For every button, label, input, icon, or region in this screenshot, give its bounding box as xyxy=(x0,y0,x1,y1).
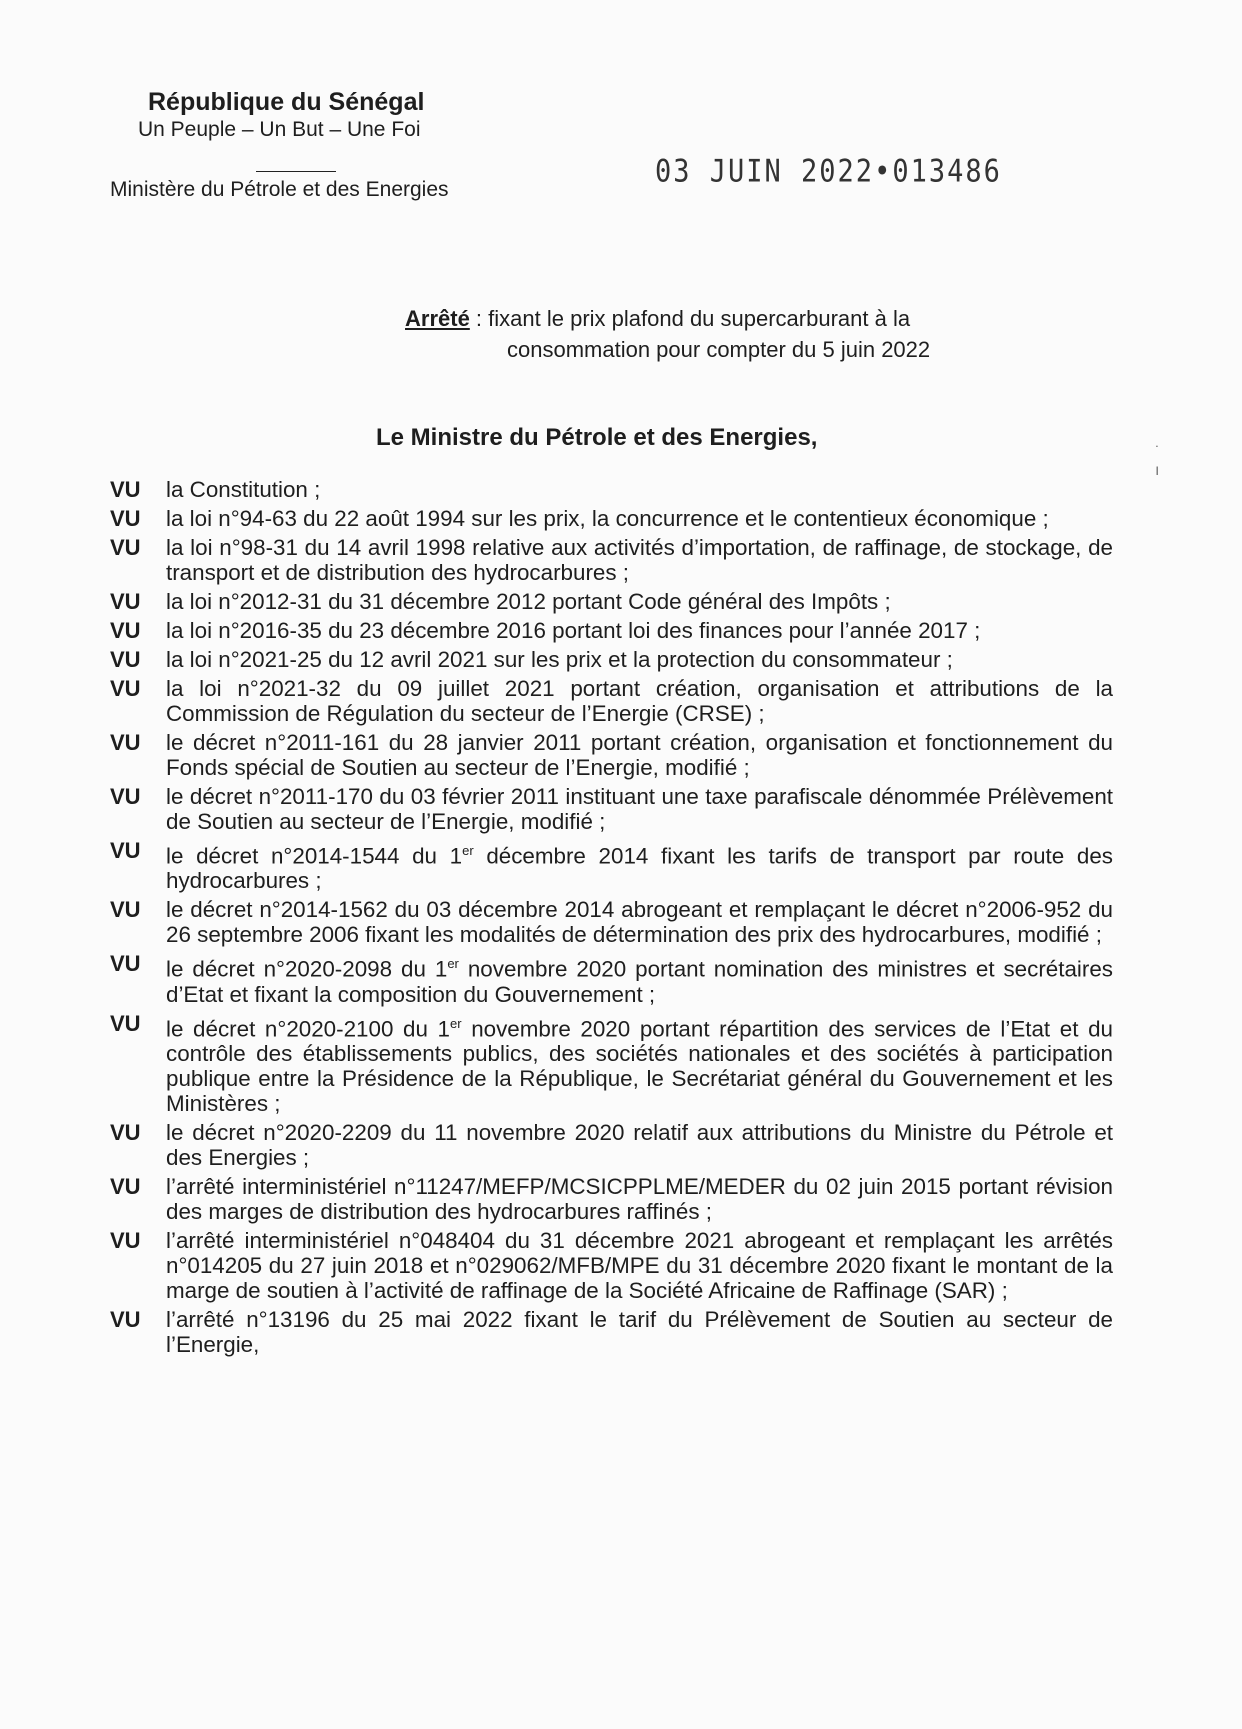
consideration-item xyxy=(110,506,1113,531)
consideration-item xyxy=(110,951,1113,1006)
decree-separator: : xyxy=(469,306,489,331)
decree-title-line2: consommation pour compter du 5 juin 2022 xyxy=(507,337,931,362)
vu-label: VU xyxy=(110,589,141,614)
consideration-item xyxy=(110,589,1113,614)
minister-heading: Le Ministre du Pétrole et des Energies, xyxy=(376,424,818,451)
ordinal-superscript: er xyxy=(462,843,474,858)
scan-mark: ˙ ı xyxy=(1155,444,1161,479)
ministry-name: Ministère du Pétrole et des Energies xyxy=(110,178,449,201)
consideration-text-part: le décret n°2020-2098 du 1 xyxy=(166,956,448,982)
vu-label: VU xyxy=(110,477,141,502)
ordinal-superscript: er xyxy=(447,956,459,972)
consideration-text: le décret n°2011-170 du 03 février 2011 instituant une taxe parafiscale dénommée Prélèvement de Soutien au secteur de l’Energie, modifié ; xyxy=(166,784,1113,834)
consideration-text: la loi n°2016-35 du 23 décembre 2016 portant loi des finances pour l’année 2017 ; xyxy=(166,618,981,643)
vu-label: VU xyxy=(110,1228,141,1254)
consideration-text: l’arrêté interministériel n°11247/MEFP/MCSICPPLME/MEDER du 02 juin 2015 portant révision des marges de distribution des hydrocarbures raffinés ; xyxy=(166,1174,1113,1225)
vu-label: VU xyxy=(110,1120,141,1146)
vu-label: VU xyxy=(110,784,141,809)
consideration-item xyxy=(110,618,1113,643)
consideration-text xyxy=(166,951,1113,1006)
consideration-item xyxy=(110,838,1113,893)
consideration-text: l’arrêté interministériel n°048404 du 31 décembre 2021 abrogeant et remplaçant les arrêtés n°014205 du 27 juin 2018 et n°029062/MFB/MPE du 31 décembre 2020 fixant le montant de la marge de soutien à l’activité de raffinage de la Société Africaine de Raffinage (SAR) ; xyxy=(166,1228,1113,1304)
consideration-text-part: novembre 2020 portant nomination des ministres et secrétaires d’Etat et fixant la composition du Gouvernement ; xyxy=(166,956,1113,1007)
vu-label: VU xyxy=(110,951,141,977)
consideration-text: l’arrêté n°13196 du 25 mai 2022 fixant le tarif du Prélèvement de Soutien au secteur de l’Energie, xyxy=(166,1307,1113,1358)
consideration-text: la loi n°94-63 du 22 août 1994 sur les prix, la concurrence et le contentieux économique ; xyxy=(166,506,1049,531)
consideration-text-part: le décret n°2014-1544 du 1 xyxy=(166,843,463,869)
consideration-text: la loi n°98-31 du 14 avril 1998 relative aux activités d’importation, de raffinage, de stockage, de transport et de distribution des hydrocarbures ; xyxy=(166,535,1113,585)
consideration-item xyxy=(110,676,1113,726)
vu-label: VU xyxy=(110,647,141,672)
vu-label: VU xyxy=(110,618,141,643)
consideration-item xyxy=(110,784,1113,834)
ordinal-superscript: er xyxy=(450,1015,462,1031)
vu-label: VU xyxy=(110,1010,141,1036)
consideration-text xyxy=(166,1011,1113,1116)
consideration-text-part: décembre 2014 fixant les tarifs de transport par route des hydrocarbures ; xyxy=(166,843,1113,894)
decree-label: Arrêté xyxy=(405,306,470,331)
vu-label: VU xyxy=(110,730,141,755)
consideration-item xyxy=(110,647,1113,672)
consideration-item xyxy=(110,477,1113,502)
decree-title-line1: fixant le prix plafond du supercarburant à la xyxy=(488,306,911,331)
consideration-text: le décret n°2014-1562 du 03 décembre 2014 abrogeant et remplaçant le décret n°2006-952 du 26 septembre 2006 fixant les modalités de détermination des prix des hydrocarbures, modifié ; xyxy=(166,897,1113,948)
consideration-item xyxy=(110,897,1113,947)
registration-stamp: 03 JUIN 2022•013486 xyxy=(655,153,1002,190)
consideration-text: la Constitution ; xyxy=(166,477,321,502)
consideration-item xyxy=(110,1174,1113,1224)
vu-label: VU xyxy=(110,506,141,531)
considerations-list xyxy=(110,477,1113,1361)
decree-title xyxy=(405,303,930,365)
consideration-text: la loi n°2021-32 du 09 juillet 2021 portant création, organisation et attributions de la Commission de Régulation du secteur de l’Energie (CRSE) ; xyxy=(166,676,1113,726)
vu-label: VU xyxy=(110,1307,141,1333)
vu-label: VU xyxy=(110,897,141,923)
vu-label: VU xyxy=(110,676,141,701)
consideration-text: le décret n°2011-161 du 28 janvier 2011 portant création, organisation et fonctionnement du Fonds spécial de Soutien au secteur de l’Energie, modifié ; xyxy=(166,730,1113,780)
consideration-text: le décret n°2020-2209 du 11 novembre 2020 relatif aux attributions du Ministre du Pétrole et des Energies ; xyxy=(166,1120,1113,1171)
consideration-item xyxy=(110,1011,1113,1116)
vu-label: VU xyxy=(110,838,141,863)
vu-label: VU xyxy=(110,1174,141,1200)
national-motto: Un Peuple – Un But – Une Foi xyxy=(138,118,421,141)
consideration-item xyxy=(110,1228,1113,1303)
republic-name: République du Sénégal xyxy=(148,88,425,116)
consideration-item xyxy=(110,1307,1113,1357)
consideration-text-part: novembre 2020 portant répartition des services de l’Etat et du contrôle des établissements publics, des sociétés nationales et des sociétés à participation publique entre la Présidence de la République, le Secrétariat général du Gouvernement et les Ministères ; xyxy=(166,1016,1113,1117)
consideration-text: la loi n°2012-31 du 31 décembre 2012 portant Code général des Impôts ; xyxy=(166,589,891,614)
consideration-text-part: le décret n°2020-2100 du 1 xyxy=(166,1016,451,1042)
header-divider xyxy=(256,171,336,172)
consideration-item xyxy=(110,730,1113,780)
consideration-item xyxy=(110,1120,1113,1170)
vu-label: VU xyxy=(110,535,141,560)
consideration-text: la loi n°2021-25 du 12 avril 2021 sur les prix et la protection du consommateur ; xyxy=(166,647,953,672)
consideration-text xyxy=(166,838,1113,893)
consideration-item xyxy=(110,535,1113,585)
